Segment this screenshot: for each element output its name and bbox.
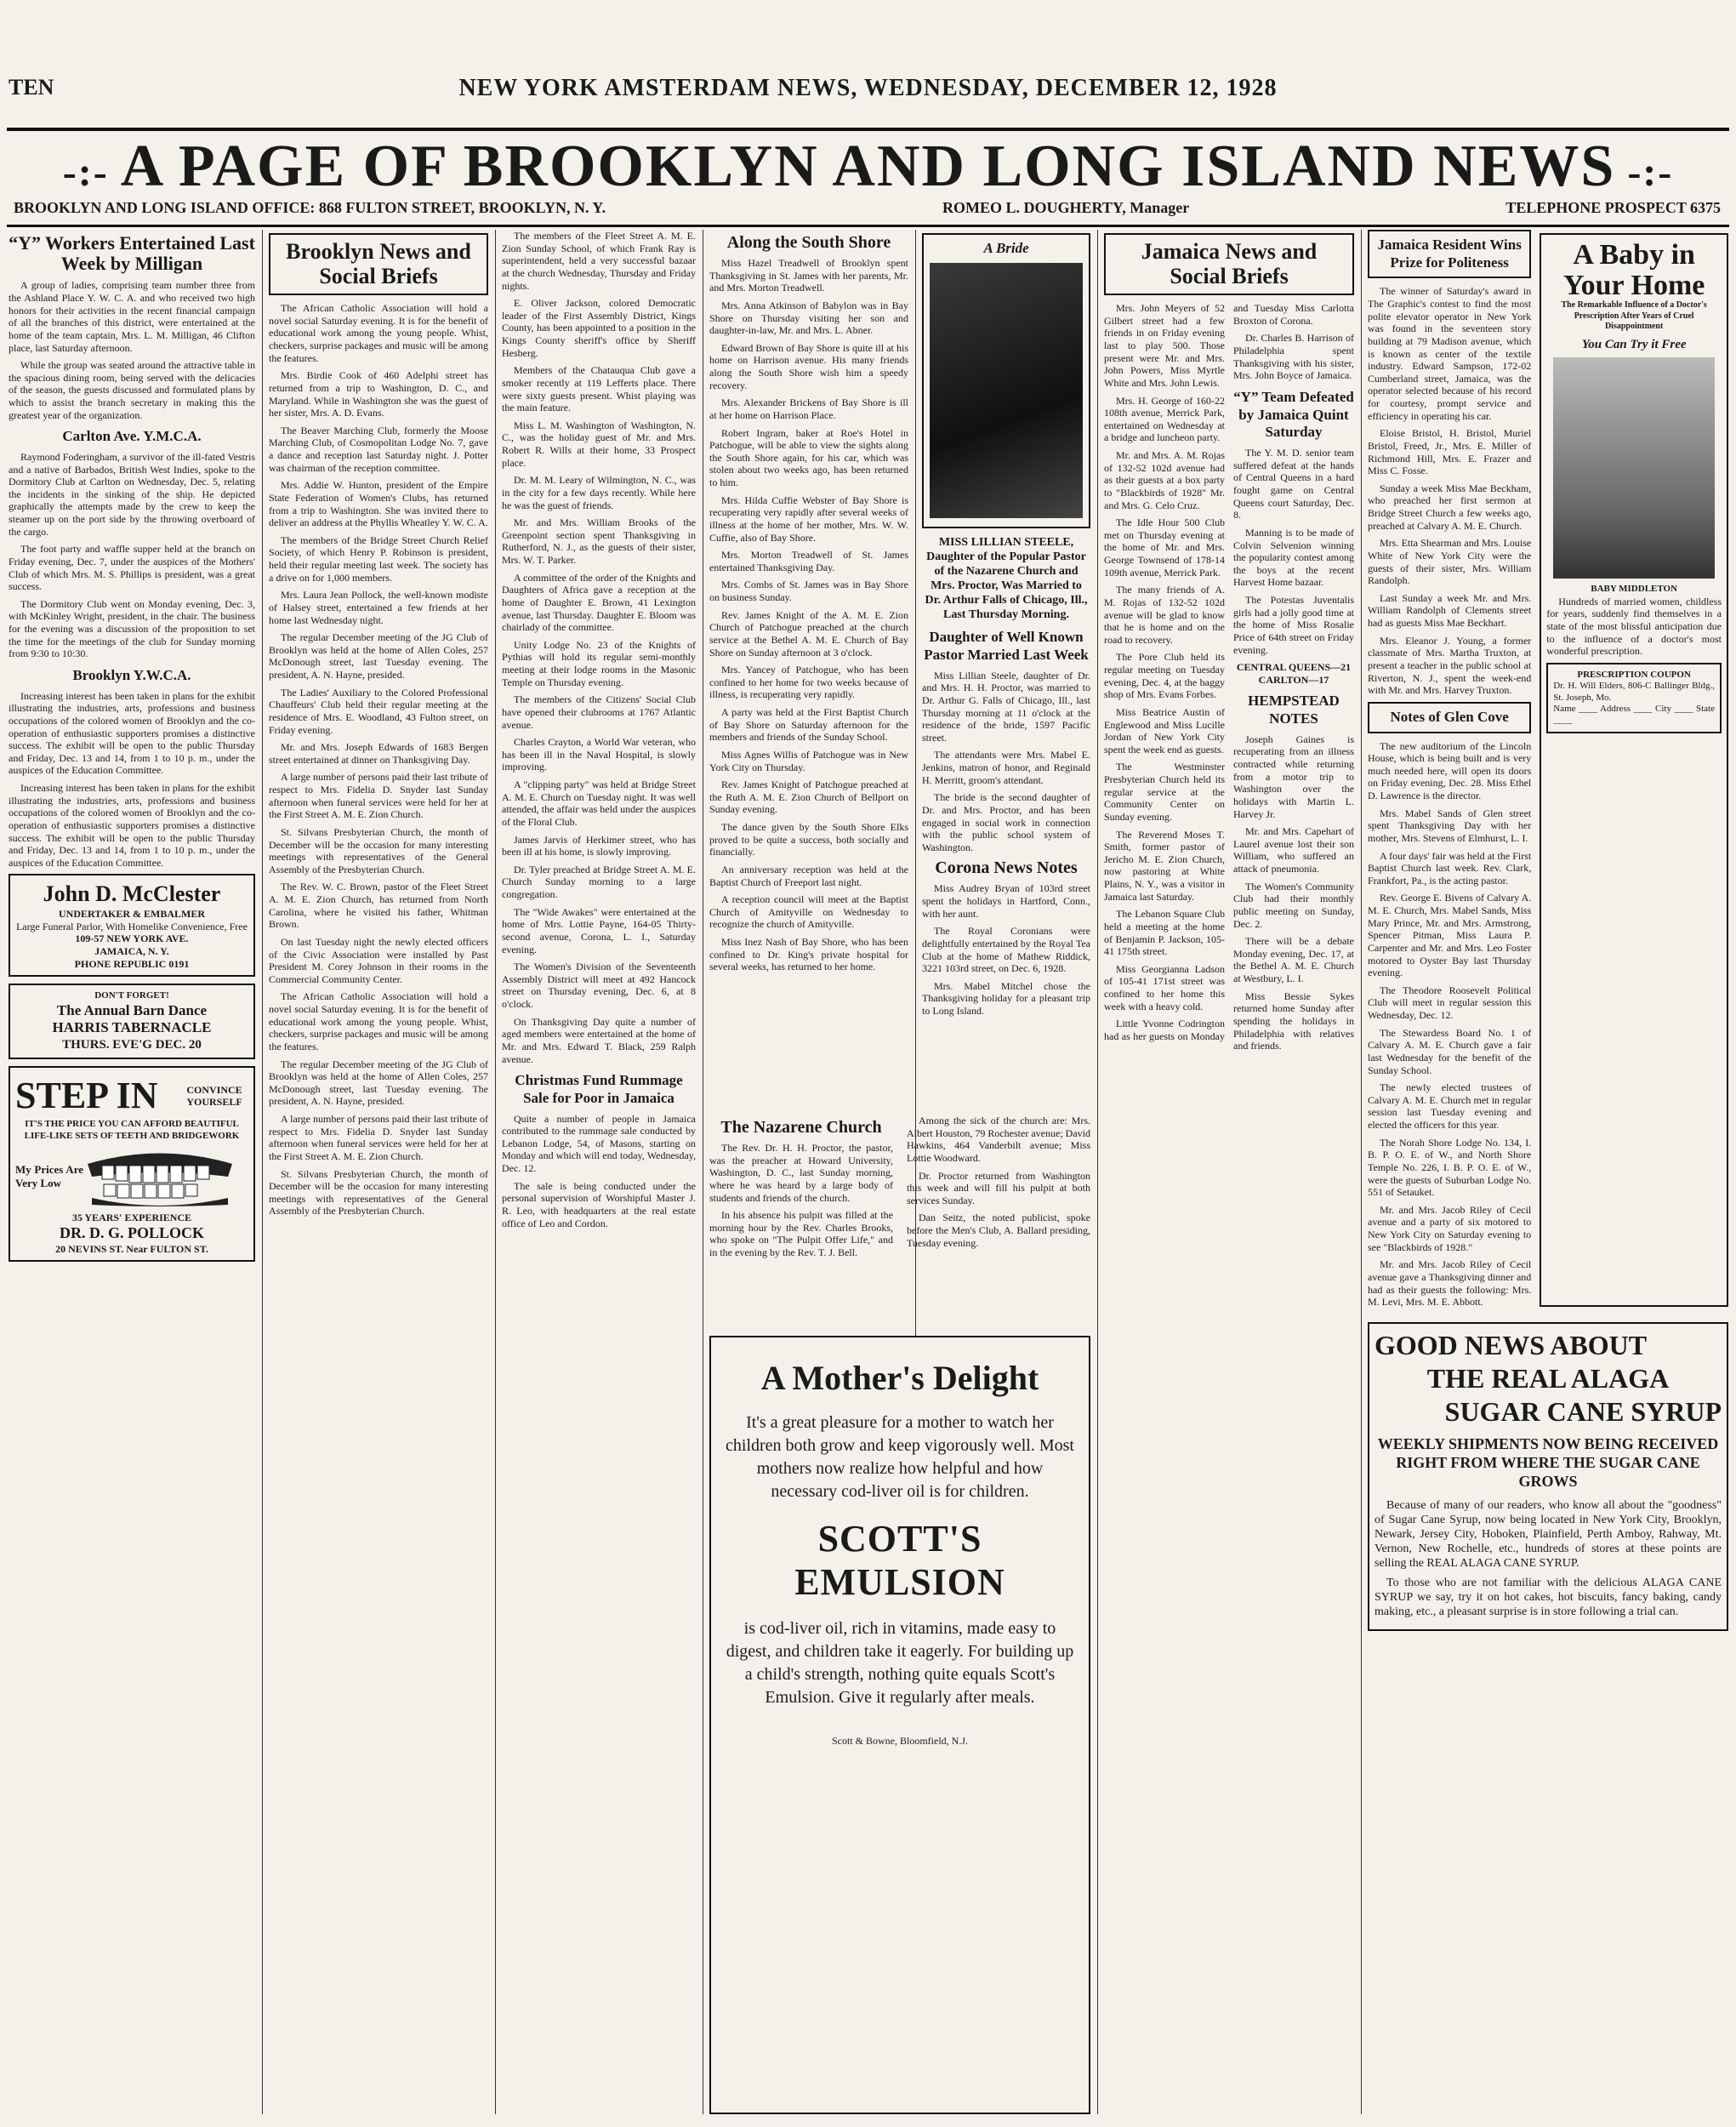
- banner: [7, 128, 1729, 227]
- bride-photo: [930, 263, 1083, 518]
- headline-daughter-married: Daughter of Well Known Pastor Married Last Week: [924, 629, 1089, 663]
- telephone: TELEPHONE PROSPECT 6375: [1505, 199, 1721, 216]
- headline-y-workers: “Y” Workers Entertained Last Week by Milligan: [9, 232, 255, 275]
- headline-brooklyn-briefs: Brooklyn News and Social Briefs: [269, 233, 488, 295]
- headline-glen-cove: Notes of Glen Cove: [1368, 702, 1531, 733]
- column-2: Brooklyn News and Social Briefs The African Catholic Association will hold a novel social Saturday evening. It is for the benefit of educational work among the young people. Whist, checkers, surprise packages and music will be among the features. Mrs. Birdie Cook of 460 Adelphi street has returned from a trip to Washington, D. C., and Maryland. While in Washington she was the guest of her sister, Mrs. A. D. Evans. The Beaver Marching Club, formerly the Moose Marching Club, of Cosmopolitan Lodge No. 7, gave a dance and reception last Saturday night. J. Potter was chairman of the reception committee. Mrs. Addie W. Hunton, president of the Empire State Federation of Women's Clubs, has returned from a trip to Washington. She was invited there to deliver an address at the Phyllis Wheatley Y. W. C. A. The members of the Bridge Street Church Relief Society, of which Henry P. Robinson is president, held their regular meeting last week. The society has a drive on for 1,000 members. Mrs. Laura Jean Pollock, the well-known modiste of Halsey street, entertained a few friends at her home last Wednesday night. The regular December meeting of the JG Club of Brooklyn was held at the home of Allen Coles, 257 McDonough street, last Tuesday evening. The president, A. N. Hayne, presided. The Ladies' Auxiliary to the Colored Professional Chauffeurs' Club held their regular meeting at the residence of Mrs. E. Woodland, 43 Fulton street, on Friday evening. Mr. and Mrs. Joseph Edwards of 1683 Bergen street entertained at dinner on Thanksgiving Day. A large number of persons paid their last tribute of respect to Mrs. Fidelia D. Snyder last Sunday afternoon when funeral services were held for her at the First Street A. M. E. Zion Church. St. Silvans Presbyterian Church, the month of December will be the occasion for many interesting meetings with representatives of the General Assembly of the Presbyterian Church. The Rev. W. C. Brown, pastor of the Fleet Street A. M. E. Zion Church, has returned from North Carolina, where he visited his father, Whitman Brown. On last Tuesday night the newly elected officers of the Civic Association were installed by Past President M. Corey Johnson in their rooms in the Commercial Community Center. The African Catholic Association will hold a novel social Saturday evening. It is for the benefit of educational work among the young people. Whist, checkers, surprise packages and music will be among the features. The regular December meeting of the JG Club of Brooklyn was held at the home of Allen Coles, 257 McDonough street, last Tuesday evening. The president, A. N. Hayne, presided. A large number of persons paid their last tribute of respect to Mrs. Fidelia D. Snyder last Sunday afternoon when funeral services were held for her at the First Street A. M. E. Zion Church. St. Silvans Presbyterian Church, the month of December will be the occasion for many interesting meetings with representatives of the General Assembly of the Presbyterian Church.: [269, 230, 488, 2114]
- ad-barn-dance: DON'T FORGET! The Annual Barn Dance HARRIS TABERNACLE THURS. EVE'G DEC. 20: [9, 984, 255, 1059]
- headline-south-shore: Along the South Shore: [726, 233, 891, 252]
- column-5: A Bride MISS LILLIAN STEELE, Daughter of the Popular Pastor of the Nazarene Church and Mrs. Proctor, Was Married to Dr. Arthur Falls of Chicago, Ill., Last Thursday Morning. Daughter of Well Known Pastor Married Last Week Miss Lillian Steele, daughter of Dr. and Mrs. H. H. Proctor, was married to Dr. Arthur G. Falls of Chicago, Ill., last Thursday morning at 11 o'clock at the residence of the bride, 1597 Pacific street. The attendants were Mrs. Mabel E. Jenkins, matron of honor, and Reginald H. Merritt, groom's attendant. The bride is the second daughter of Dr. and Mrs. Proctor, and has been engaged in social work in connection with the public school system of Washington. Corona News Notes Miss Audrey Bryan of 103rd street spent the holidays in Hartford, Conn., with her aunt. The Royal Coronians were delightfully entertained by the Royal Tea Club at the home of Mathew Riddick, 3221 103rd street, on Dec. 6, 1928. Mrs. Mabel Mitchel chose the Thanksgiving holiday for a pleasant trip to Long Island.: [922, 230, 1090, 1327]
- headline-nazarene: The Nazarene Church: [720, 1118, 882, 1137]
- teeth-icon: [83, 1147, 236, 1206]
- column-1: “Y” Workers Entertained Last Week by Milligan A group of ladies, comprising team number three from the Ashland Place Y. W. C. A. and who received two high honors for their activities in the recent financial campaign of all the branches of this district, were entertained at the home of the team captain, Mrs. L. M. Milligan, 46 Clifton place, last Saturday afternoon. While the group was seated around the attractive table in the spacious dining room, being served with the delicacies of the season, the guests discussed and formulated plans by which to assist the branch secretary in making this the greatest year of the organization. Carlton Ave. Y.M.C.A. Raymond Foderingham, a survivor of the ill-fated Vestris and a native of Barbados, British West Indies, spoke to the Dormitory Club at Carlton on Wednesday, Dec. 5, relating the incidents in the sinking of the ship. He depicted graphically the attempts made by the crew to keep the steamer up on the port side by the throwing overboard of the cargo. The foot party and waffle supper held at the branch on Friday evening, Dec. 7, under the auspices of the Mothers' Club of which Mrs. M. S. Phillips is president, was a great success. The Dormitory Club went on Monday evening, Dec. 3, with McKinley Wright, president, in the chair. The business for the evening was a discussion of the proposition to set the time for the meetings of the club for Sunday morning from 9:30 to 10:30. Brooklyn Y.W.C.A. Increasing interest has been taken in plans for the exhibit illustrating the industries, arts, professions and business occupations of the colored women of Brooklyn and the co-operation of enthusiastic supporters promises a distinctive success. The exhibit will be open to the public Thursday and Friday, Dec. 13 and 14, from 1 to 10 p. m., under the auspices of the Education Committee. Increasing interest has been taken in plans for the exhibit illustrating the industries, arts, professions and business occupations of the colored women of Brooklyn and the co-operation of enthusiastic supporters promises a distinctive success. The exhibit will be open to the public Thursday and Friday, Dec. 13 and 14, from 1 to 10 p. m., under the auspices of the Education Committee. John D. McClester UNDERTAKER & EMBALMER Large Funeral Parlor, With Homelike Convenience, Free 109-57 NEW YORK AVE. JAMAICA, N. Y. PHONE REPUBLIC 0191 DON'T FORGET! The Annual Barn Dance HARRIS TABERNACLE THURS. EVE'G DEC. 20 STEP IN CONVINCE YOURSELF IT'S THE PRICE YOU CAN AFFORD BEAUTIFUL LIFE-LIKE SETS OF TEETH AND BRIDGEWORK My Prices Are Very Low 35 YEARS' EXPERIENCE DR. D. G. POLLOCK 20 NEVINS ST. Near FULTON ST.: [9, 230, 255, 2114]
- nazarene-church-article: The Nazarene Church The Rev. Dr. H. H. Proctor, the pastor, was the preacher at Howard University, Washington, D. C., last Sunday morning, where he was heard by a large body of students and friends of the church. In his absence his pulpit was filled at the morning hour by the Rev. Charles Brooks, who spoke on "The Pulpit Offer Life," and in the evening by the Rev. T. J. Bell. Among the sick of the church are: Mrs. Albert Houston, 79 Rochester avenue; David Hawkins, 464 Vanderbilt avenue; Miss Lottie Woodward. Dr. Proctor returned from Washington this week and will fill his pulpit at both services Sunday. Dan Seitz, the noted publicist, spoke before the Men's Club, A. Ballard presiding, Tuesday evening.: [709, 1115, 1090, 1258]
- headline-jamaica-briefs: Jamaica News and Social Briefs: [1104, 233, 1354, 295]
- subhead-brooklyn-ywca: Brooklyn Y.W.C.A.: [72, 666, 191, 683]
- running-head: [0, 75, 1736, 105]
- office-address: BROOKLYN AND LONG ISLAND OFFICE: 868 FULTON STREET, BROOKLYN, N. Y.: [14, 199, 606, 216]
- page-number: TEN: [9, 75, 54, 100]
- running-title: NEW YORK AMSTERDAM NEWS, WEDNESDAY, DECEMBER 12, 1928: [458, 75, 1278, 101]
- banner-title: -:- A PAGE OF BROOKLYN AND LONG ISLAND NEWS -:-: [62, 134, 1674, 199]
- photo-caption: MISS LILLIAN STEELE, Daughter of the Popular Pastor of the Nazarene Church and Mrs. Proctor, Was Married to Dr. Arthur Falls of Chicago, Ill., Last Thursday Morning.: [925, 535, 1088, 622]
- bride-photo-box: [922, 233, 1090, 528]
- column-4: Along the South Shore Miss Hazel Treadwell of Brooklyn spent Thanksgiving in St. James with her parents, Mr. and Mrs. Morton Treadwell. Mrs. Anna Atkinson of Babylon was in Bay Shore on Thursday visiting her son and daughter-in-law, Mr. and Mrs. L. Abner. Edward Brown of Bay Shore is quite ill at his home on Harrison avenue. His many friends along the South Shore wish him a speedy recovery. Mrs. Alexander Brickens of Bay Shore is ill at her home on Harrison Place. Robert Ingram, baker at Roe's Hotel in Patchogue, will be able to view the sights along the South Shore again, for his car, which was stolen about two weeks ago, has been returned to him. Mrs. Hilda Cuffie Webster of Bay Shore is recuperating very rapidly after several weeks of illness at the home of her mother, Mrs. W. W. Cuffie, also of Bay Shore. Mrs. Morton Treadwell of St. James entertained Thanksgiving Day. Mrs. Combs of St. James was in Bay Shore on business Sunday. Rev. James Knight of the A. M. E. Zion Church of Patchogue preached at the church service at the Bethel A. M. E. Church of Bay Shore on Sunday afternoon at 3 o'clock. Mrs. Yancey of Patchogue, who has been confined to her home for two weeks because of illness, is recuperating very rapidly. A party was held at the First Baptist Church of Bay Shore on Saturday afternoon for the members and friends of the Sunday School. Miss Agnes Willis of Patchogue was in New York City on Thursday. Rev. James Knight of Patchogue preached at the Ruth A. M. E. Zion Church of Bellport on Sunday evening. The dance given by the South Shore Elks proved to be quite a success, both socially and financially. An anniversary reception was held at the Baptist Church of Freeport last night. A reception council will meet at the Baptist Church of Amityville on Wednesday to recognize the church of Amityville. Miss Inez Nash of Bay Shore, who has been confined to Dr. King's private hospital for several weeks, has returned to her home.: [709, 233, 908, 973]
- subhead-carlton-ymca: Carlton Ave. Y.M.C.A.: [62, 428, 202, 445]
- ad-mcclester: John D. McClester UNDERTAKER & EMBALMER Large Funeral Parlor, With Homelike Convenience, Free 109-57 NEW YORK AVE. JAMAICA, N. Y. PHONE REPUBLIC 0191: [9, 874, 255, 977]
- ad-dentist: STEP IN CONVINCE YOURSELF IT'S THE PRICE YOU CAN AFFORD BEAUTIFUL LIFE-LIKE SETS OF TEETH AND BRIDGEWORK My Prices Are Very Low 35 YEARS' EXPERIENCE DR. D. G. POLLOCK 20 NEVINS ST. Near FULTON ST.: [9, 1066, 255, 1262]
- column-7: Jamaica Resident Wins Prize for Politeness The winner of Saturday's award in The Graphic's contest to find the most polite elevator operator in New York was found in the seventeen story building at 79 Madison avenue, which is known as center of the textile industry. Edward Sampson, 172-02 Cumberland street, Jamaica, was the operator selected because of his record for courtesy, prompt service and efficiency in operating his car. Eloise Bristol, H. Bristol, Muriel Bristol, Freed, Jr., Mrs. E. Miller of Richmond Hill, Mrs. E. Frazer and Miss C. Fosse. Sunday a week Miss Mae Beckham, who preached her first sermon at Bridge Street Church a few weeks ago, preached at Calvary A. M. E. Church. Mrs. Etta Shearman and Mrs. Louise White of New York City were the guests of their sister, Mrs. William Randolph. Last Sunday a week Mr. and Mrs. William Randolph of Clements street had as guests Miss Mae Beckhart. Mrs. Eleanor J. Young, a former classmate of Mrs. Martha Truxton, at present a teacher in the public school at Riverton, N. J., spent the week-end with Mr. and Mrs. Harvey Truxton. Notes of Glen Cove The new auditorium of the Lincoln House, which is being built and is very much needed here, will open its doors on Friday evening, Dec. 28. Miss Ethel D. Lawrence is the director. Mrs. Mabel Sands of Glen street spent Thanksgiving Day with her mother, Mrs. Stevens of Elmhurst, L. I. A four days' fair was held at the First Baptist Church last week. Rev. Clark, Frankfort, Pa., is the acting pastor. Rev. George E. Bivens of Calvary A. M. E. Church, Mrs. Mabel Sands, Miss Mary Prince, Mr. and Mrs. Armstrong, Spencer Pitman, Miss Laura P. Carpenter and Mr. and Mrs. Leo Foster motored to Oyster Bay last Thursday evening. The Theodore Roosevelt Political Club will meet in regular session this Wednesday, Dec. 12. The Stewardess Board No. 1 of Calvary A. M. E. Church gave a fair last Wednesday for the benefit of the Sunday School. The newly elected trustees of Calvary A. M. E. Church met in regular session last Tuesday evening and elected the officers for this year. The Norah Shore Lodge No. 134, I. B. P. O. E. of W., and North Shore Temple No. 226, I. B. P. O. E. of W., were the guests of Suburban Lodge No. 551 of Setauket. Mr. and Mrs. Jacob Riley of Cecil avenue and a party of six motored to New York City on Saturday evening to see "Blackbirds of 1928." Mr. and Mrs. Jacob Riley of Cecil avenue gave a Thanksgiving dinner and had as their guests the following: Mrs. M. Levi, Mrs. M. E. Abbott. A Baby in Your Home The Remarkable Influence of a Doctor's Prescription After Years of Cruel Disappointment You Can Try it Free BABY MIDDLETON Hundreds of married women, childless for years, suddenly find themselves in a state of the most blissful anticipation due to the influence of a doctor's most wonderful prescription. PRESCRIPTION COUPON Dr. H. Will Elders, 806-C Ballinger Bldg., St. Joseph, Mo. Name ____ Address ____ City ____ State ____ GOOD NEWS ABOUT THE REAL ALAGA SUGAR CANE SYRUP WEEKLY SHIPMENTS NOW BEING RECEIVED RIGHT FROM WHERE THE SUGAR CANE GROWS Because of many of our readers, who know all about the "goodness" of Sugar Cane Syrup, now being located in New York City, Brooklyn, Newark, Jersey City, Hoboken, Plainfield, Perth Amboy, Rahway, Mt. Vernon, New Rochelle, etc., hundreds of stores at these points are selling the REAL ALAGA CANE SYRUP. To those who are not familiar with the delicious ALAGA CANE SYRUP we say, try it on hot cakes, hot biscuits, fancy baking, candy making, etc., a pleasant surprise is in store following a trial can.: [1368, 230, 1728, 2114]
- headline-hempstead: HEMPSTEAD NOTES: [1248, 693, 1340, 727]
- manager-name: ROMEO L. DOUGHERTY, Manager: [942, 199, 1190, 216]
- headline-politeness: Jamaica Resident Wins Prize for Politeness: [1368, 230, 1531, 278]
- scores-central: CENTRAL QUEENS—21: [1236, 661, 1352, 674]
- ad-scotts-emulsion: A Mother's Delight It's a great pleasure for a mother to watch her children both grow and keep vigorously well. Most mothers now realize how helpful and how necessary cod-liver oil is for children. SCOTT'S EMULSION is cod-liver oil, rich in vitamins, made easy to digest, and children take it eagerly. For building up a child's strength, nothing quite equals Scott's Emulsion. Give it regularly after meals. Scott & Bowne, Bloomfield, N.J.: [709, 1336, 1090, 2114]
- headline-rummage-sale: Christmas Fund Rummage Sale for Poor in Jamaica: [515, 1072, 683, 1106]
- baby-photo: [1553, 357, 1715, 579]
- ad-alaga-syrup: GOOD NEWS ABOUT THE REAL ALAGA SUGAR CANE SYRUP WEEKLY SHIPMENTS NOW BEING RECEIVED RIGHT FROM WHERE THE SUGAR CANE GROWS Because of many of our readers, who know all about the "goodness" of Sugar Cane Syrup, now being located in New York City, Brooklyn, Newark, Jersey City, Hoboken, Plainfield, Perth Amboy, Rahway, Mt. Vernon, New Rochelle, etc., hundreds of stores at these points are selling the REAL ALAGA CANE SYRUP. To those who are not familiar with the delicious ALAGA CANE SYRUP we say, try it on hot cakes, hot biscuits, fancy baking, candy making, etc., a pleasant surprise is in store following a trial can.: [1368, 1322, 1728, 1632]
- headline-y-team: “Y” Team Defeated by Jamaica Quint Saturday: [1233, 388, 1354, 441]
- column-6: Jamaica News and Social Briefs Mrs. John Meyers of 52 Gilbert street had a few friends in on Friday evening last to play 500. Those present were Mr. and Mrs. John Powers, Miss Myrtle White and Mrs. John Lewis. Mrs. H. George of 160-22 108th avenue, Merrick Park, entertained on Wednesday at a bridge and luncheon party. Mr. and Mrs. A. M. Rojas of 132-52 102d avenue had as their guests at a box party to "Blackbirds of 1928" Mr. and Mrs. G. Celo Cruz. The Idle Hour 500 Club met on Thursday evening at the home of Mr. and Mrs. George Townsend of 178-14 109th avenue, Merrick Park. The many friends of A. M. Rojas of 132-52 102d avenue will be glad to know that he is home and on the road to recovery. The Pore Club held its regular meeting on Tuesday evening, Dec. 4, at the baggy shop of Mrs. Evans Forbes. Miss Beatrice Austin of Englewood and Miss Lucille Jordan of New York City spent the week end as guests. The Westminster Presbyterian Church held its regular service at the Community Center on Sunday evening. The Reverend Moses T. Smith, former pastor of Jericho M. E. Zion Church, now pastoring at White Plains, N. Y., was a visitor in Jamaica last Saturday. The Lebanon Square Club held a meeting at the home of Benjamin P. Jackson, 105-41 175th street. Miss Georgianna Ladson of 105-41 171st street was confined to her home this week with a heavy cold. Little Yvonne Codrington had as her guests on Monday and Tuesday Miss Carlotta Broxton of Corona. Dr. Charles B. Harrison of Philadelphia spent Thanksgiving with his sister, Mrs. John Boyce of Jamaica. “Y” Team Defeated by Jamaica Quint Saturday The Y. M. D. senior team suffered defeat at the hands of Central Queens in a hard fought game on Central Queens court Saturday, Dec. 8. Manning is to be made of Colvin Selvenion winning the popularity contest among the boys at the recent Harvest Home bazaar. The Potestas Juventalis girls had a jolly good time at the home of Miss Rosalie Price of 64th street on Friday evening. CENTRAL QUEENS—21 CARLTON—17 HEMPSTEAD NOTES Joseph Gaines is recuperating from an illness contracted while returning from a motor trip to Washington over the holidays with Martin L. Harvey Jr. Mr. and Mrs. Capehart of Laurel avenue lost their son William, who suffered an attack of pneumonia. The Women's Community Club had their monthly public meeting on Sunday, Dec. 2. There will be a debate Monday evening, Dec. 17, at the Bethel A. M. E. Church at Westbury, L. I. Miss Bessie Sykes returned home Sunday after spending the holidays in Philadelphia with relatives and friends.: [1104, 230, 1354, 2114]
- headline-corona: Corona News Notes: [935, 858, 1078, 878]
- photo-label: A Bride: [983, 240, 1029, 256]
- prescription-coupon[interactable]: PRESCRIPTION COUPON Dr. H. Will Elders, 806-C Ballinger Bldg., St. Joseph, Mo. Name ____ Address ____ City ____ State ____: [1546, 663, 1722, 733]
- column-3: The members of the Fleet Street A. M. E. Zion Sunday School, of which Frank Ray is superintendent, held a very successful bazaar at the church Wednesday, Thursday and Friday nights. E. Oliver Jackson, colored Democratic leader of the First Assembly District, Kings County, has been appointed to a position in the Kings County sheriff's office by Sheriff Hesberg. Members of the Chatauqua Club gave a smoker recently at 119 Lefferts place. There were sixty guests present. Whist playing was the main feature. Miss L. M. Washington of Washington, N. C., was the holiday guest of Mr. and Mrs. Robert R. Wills at their home, 33 Prospect place. Dr. M. M. Leary of Wilmington, N. C., was in the city for a few days recently. While here he was the guest of friends. Mr. and Mrs. William Brooks of the Greenpoint section spent Thanksgiving in Rutherford, N. J., as the guests of their sister, Mrs. W. T. Parker. A committee of the order of the Knights and Daughters of Africa gave a reception at the home of Daughter E. Brown, 41 Lexington avenue, last Thursday. Daughter E. Bloom was chairlady of the committee. Unity Lodge No. 23 of the Knights of Pythias will hold its regular semi-monthly meeting at their lodge rooms in the Masonic Temple on Thursday evening. The members of the Citizens' Social Club have opened their clubrooms at 1767 Atlantic avenue. Charles Crayton, a World War veteran, who has been ill in the Naval Hospital, is slowly improving. A "clipping party" was held at Bridge Street A. M. E. Church on Tuesday night. It was well attended, the affair was held under the auspices of the Floral Club. James Jarvis of Herkimer street, who has been ill at his home, is slowly improving. Dr. Tyler preached at Bridge Street A. M. E. Church Sunday morning to a large congregation. The "Wide Awakes" were entertained at the home of Mrs. Lottie Payne, 164-05 Thirty-second avenue, Corona, L. I., Saturday evening. The Women's Division of the Seventeenth Assembly District will meet at 492 Hancock street on Thursday evening, Dec. 6, at 8 o'clock. On Thanksgiving Day quite a number of aged members were entertained at the home of Mr. and Mrs. Edward T. Black, 259 Ralph avenue. Christmas Fund Rummage Sale for Poor in Jamaica Quite a number of people in Jamaica contributed to the rummage sale conducted by Lebanon Lodge, 54, of Masons, starting on Monday and which will end today, Wednesday, Dec. 12. The sale is being conducted under the personal supervision of Worshipful Master J. R. Leo, with headquarters at the real estate office of Leo and Cordon.: [502, 230, 696, 1229]
- scores-carlton: CARLTON—17: [1258, 673, 1329, 686]
- ad-baby: A Baby in Your Home The Remarkable Influence of a Doctor's Prescription After Years of Cruel Disappointment You Can Try it Free BABY MIDDLETON Hundreds of married women, childless for years, suddenly find themselves in a state of the most blissful anticipation due to the influence of a doctor's most wonderful prescription. PRESCRIPTION COUPON Dr. H. Will Elders, 806-C Ballinger Bldg., St. Joseph, Mo. Name ____ Address ____ City ____ State ____: [1540, 233, 1728, 1307]
